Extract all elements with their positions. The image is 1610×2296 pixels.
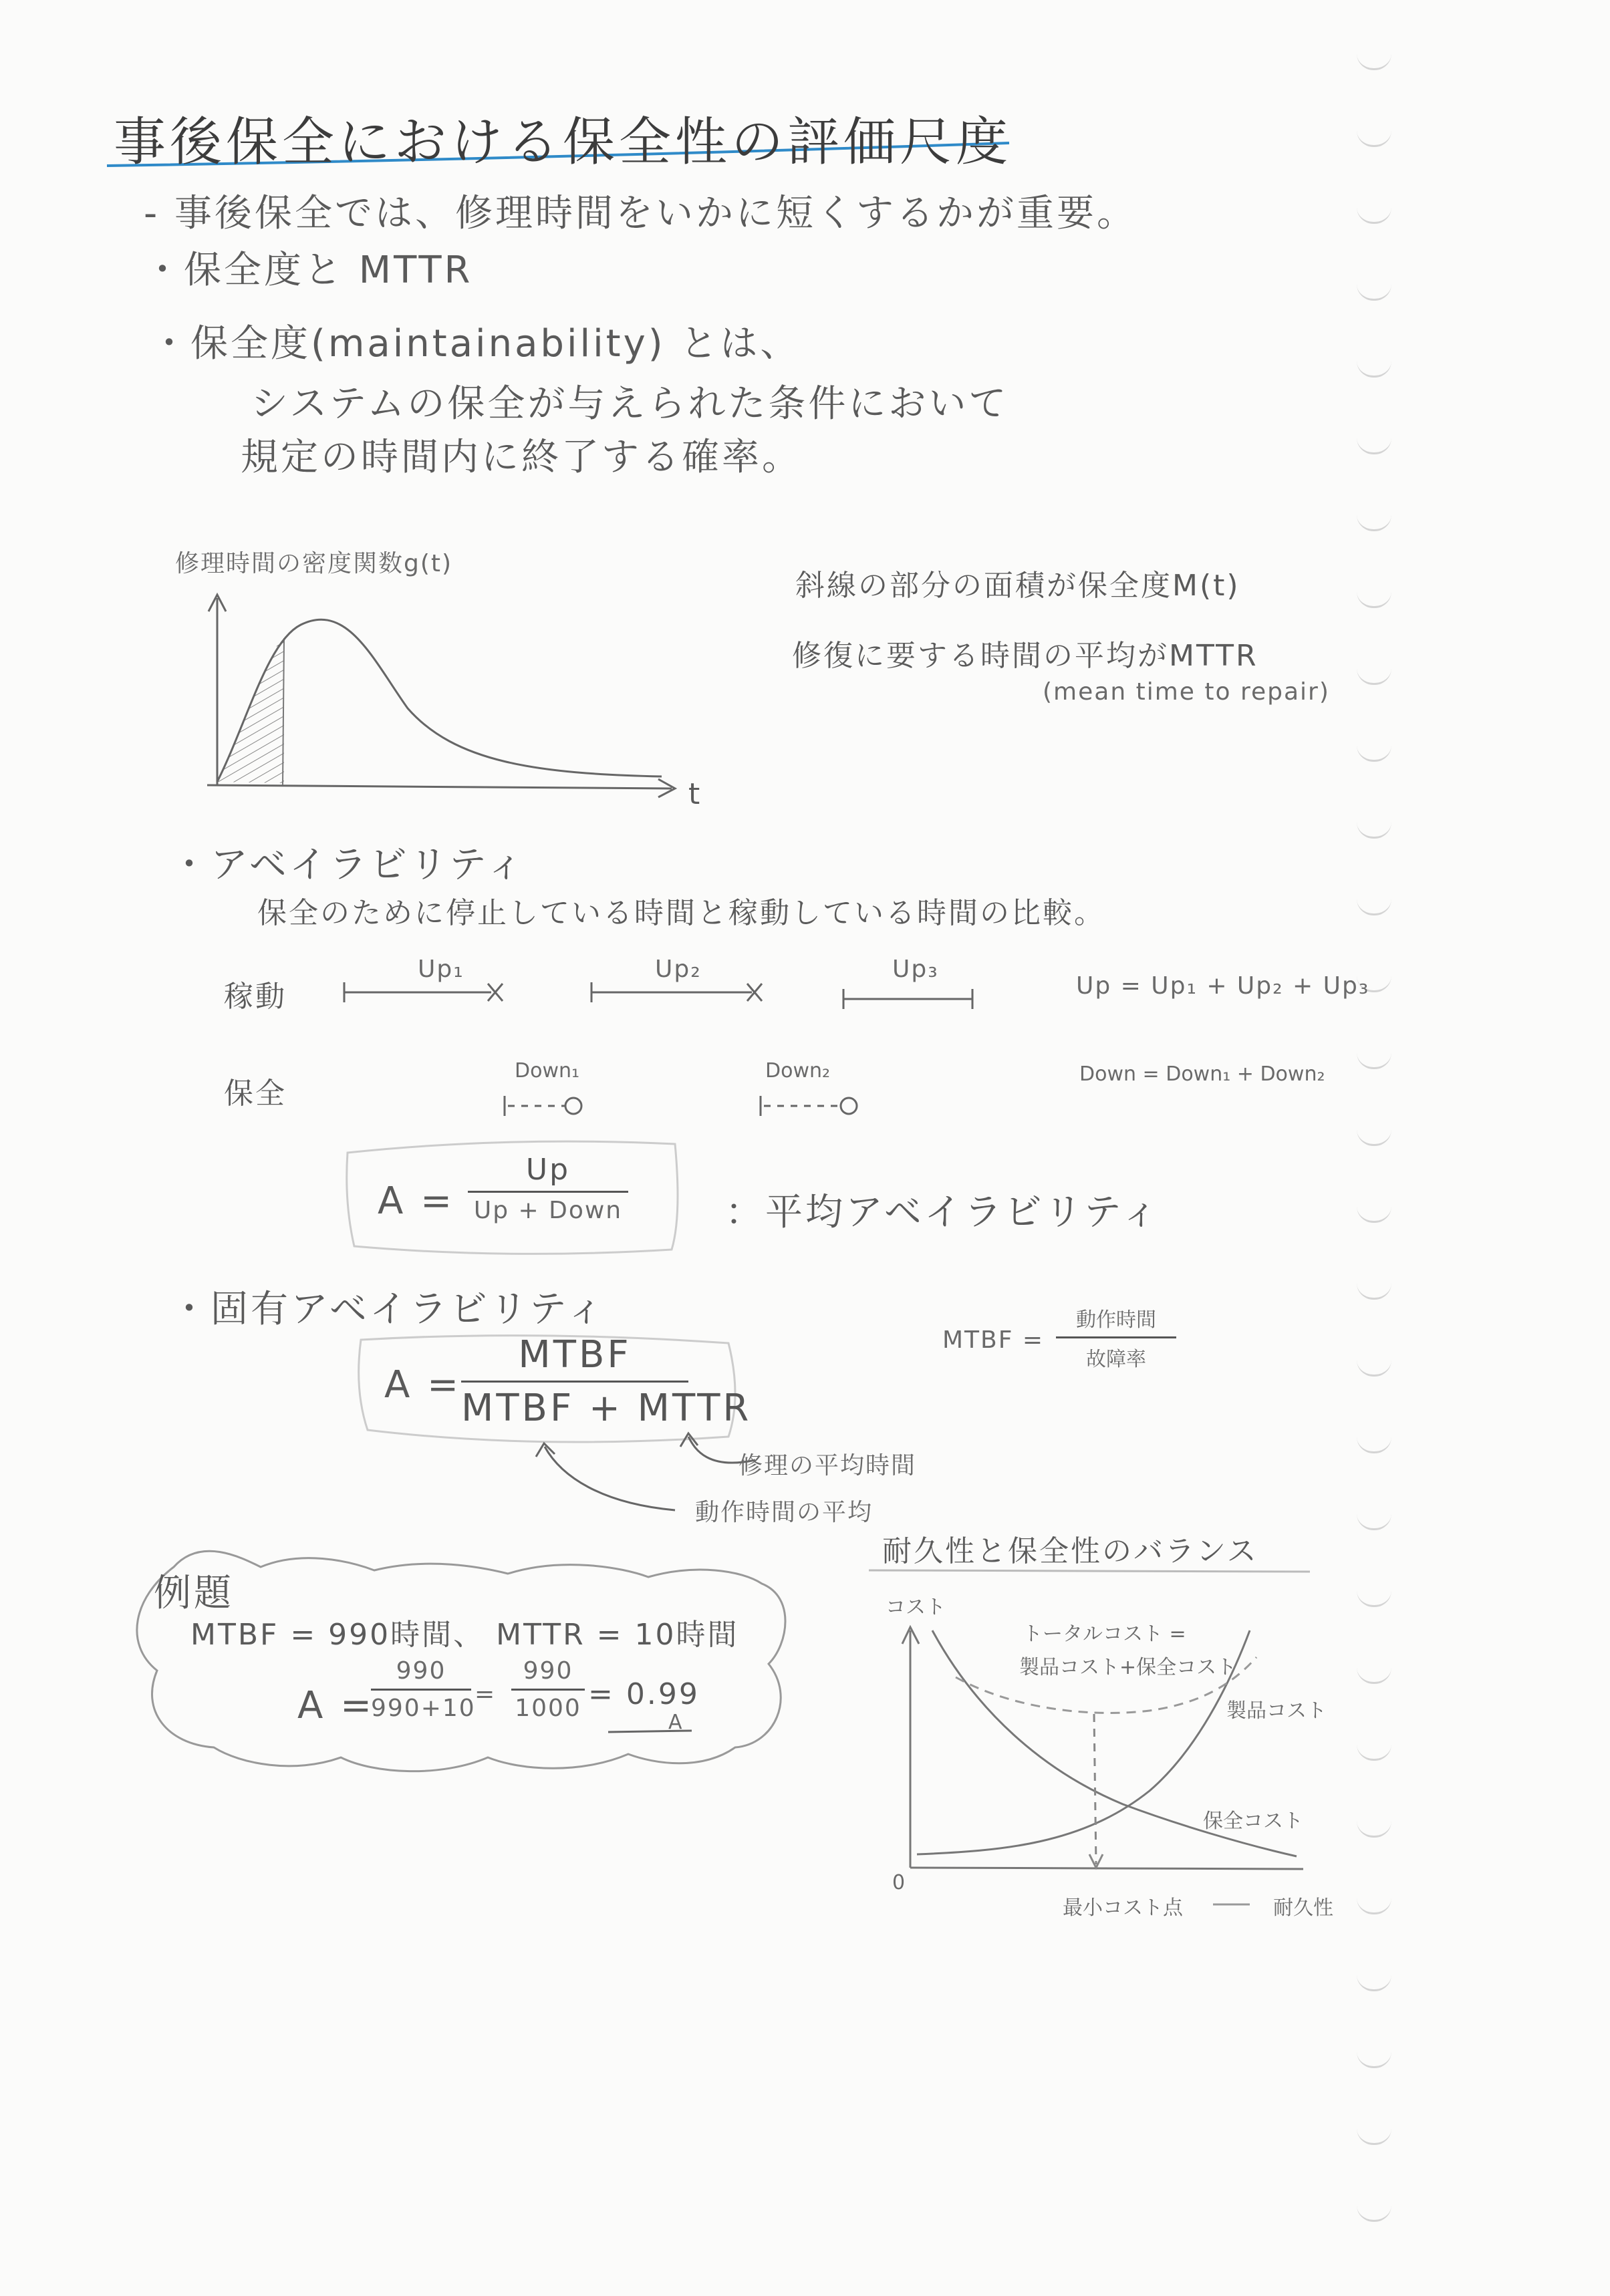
bullet-1: - 事後保全では、修理時間をいかに短くするかが重要。: [144, 192, 1137, 235]
inherent-fraction: [461, 1333, 752, 1430]
up2-label: Up₂: [655, 956, 702, 983]
example-result: = 0.99: [588, 1677, 700, 1711]
fraction-bar: [461, 1381, 688, 1383]
mtbf-def-lhs: MTBF =: [942, 1326, 1045, 1354]
balance-chart-title: 耐久性と保全性のバランス: [882, 1534, 1258, 1568]
inherent-formula-lhs: A =: [384, 1363, 462, 1407]
example-f2-denominator: 1000: [515, 1695, 581, 1722]
bullet-2: ・保全度と MTTR: [144, 249, 473, 292]
availability-heading: ・アベイラビリティ: [170, 843, 527, 887]
inherent-heading: ・固有アベイラビリティ: [170, 1288, 607, 1331]
availability-numerator: Up: [525, 1153, 571, 1187]
availability-denominator: Up + Down: [473, 1197, 623, 1224]
mtbf-def-denominator: 故障率: [1086, 1348, 1146, 1371]
density-note-2: 修復に要する時間の平均がMTTR: [792, 639, 1258, 673]
density-ylabel: 修理時間の密度関数g(t): [175, 550, 453, 577]
note-mtbf: 動作時間の平均: [695, 1499, 874, 1526]
maintenance-row-label: 保全: [224, 1077, 287, 1111]
availability-formula-lhs: A =: [378, 1179, 455, 1223]
maintenance-cost-label: 保全コスト: [1203, 1810, 1303, 1833]
arrow-mtbf: [545, 1447, 675, 1510]
example-equals: =: [475, 1681, 497, 1708]
min-cost-dropline: [1094, 1714, 1096, 1864]
fraction-bar: [511, 1689, 585, 1691]
density-note-3: (mean time to repair): [1043, 678, 1330, 706]
density-xlabel: t: [688, 777, 702, 811]
definition-line-2: 規定の時間内に終了する確率。: [241, 436, 802, 479]
example-f2-numerator: 990: [523, 1657, 573, 1685]
example-given: MTBF = 990時間、 MTTR = 10時間: [190, 1618, 739, 1652]
down2-label: Down₂: [765, 1059, 831, 1083]
bullet-3: ・保全度(maintainability) とは、: [150, 322, 801, 366]
example-label: 例題: [154, 1572, 234, 1615]
example-f1-denominator: 990+10: [371, 1695, 476, 1722]
balance-xlabel: 耐久性: [1273, 1896, 1333, 1920]
down-sum-equation: Down = Down₁ + Down₂: [1079, 1062, 1325, 1086]
balance-title-underline: [869, 1570, 1310, 1572]
total-cost-label-2: 製品コスト+保全コスト: [1019, 1656, 1237, 1679]
inherent-numerator: MTBF: [518, 1333, 632, 1377]
balance-ylabel: コスト: [886, 1596, 946, 1619]
mtbf-def-fraction: [1056, 1303, 1176, 1372]
fraction-bar: [1056, 1336, 1176, 1338]
availability-formula-note: ：平均アベイラビリティ: [725, 1191, 1162, 1234]
answer-mark: A: [668, 1711, 682, 1734]
example-lhs: A =: [297, 1684, 375, 1727]
up1-label: Up₁: [418, 956, 464, 983]
up3-label: Up₃: [892, 956, 939, 983]
total-cost-label-1: トータルコスト =: [1023, 1622, 1186, 1646]
note-mttr: 修理の平均時間: [739, 1452, 917, 1479]
arrow-mtbf-head: [536, 1443, 555, 1457]
fraction-bar: [468, 1191, 628, 1193]
density-note-1: 斜線の部分の面積が保全度M(t): [795, 569, 1240, 603]
product-cost-label: 製品コスト: [1226, 1699, 1327, 1723]
downtime-segments: [505, 1096, 857, 1116]
availability-fraction: [468, 1153, 628, 1224]
down1-label: Down₁: [515, 1059, 580, 1083]
fraction-bar: [371, 1689, 471, 1691]
mtbf-def-numerator: 動作時間: [1076, 1308, 1156, 1332]
example-fraction-1: [371, 1657, 476, 1722]
example-f1-numerator: 990: [396, 1657, 446, 1685]
definition-line-1: システムの保全が与えられた条件において: [251, 382, 1009, 426]
page-title: 事後保全における保全性の評価尺度: [114, 112, 1013, 172]
inherent-denominator: MTBF + MTTR: [461, 1387, 752, 1430]
example-fraction-2: [511, 1657, 585, 1722]
availability-description: 保全のために停止している時間と稼動している時間の比較。: [257, 896, 1105, 930]
min-cost-label: 最小コスト点: [1063, 1896, 1183, 1920]
up-sum-equation: Up = Up₁ + Up₂ + Up₃: [1076, 972, 1370, 1000]
operating-row-label: 稼動: [224, 980, 287, 1014]
balance-origin: 0: [892, 1871, 906, 1894]
uptime-segments: [344, 982, 972, 1009]
